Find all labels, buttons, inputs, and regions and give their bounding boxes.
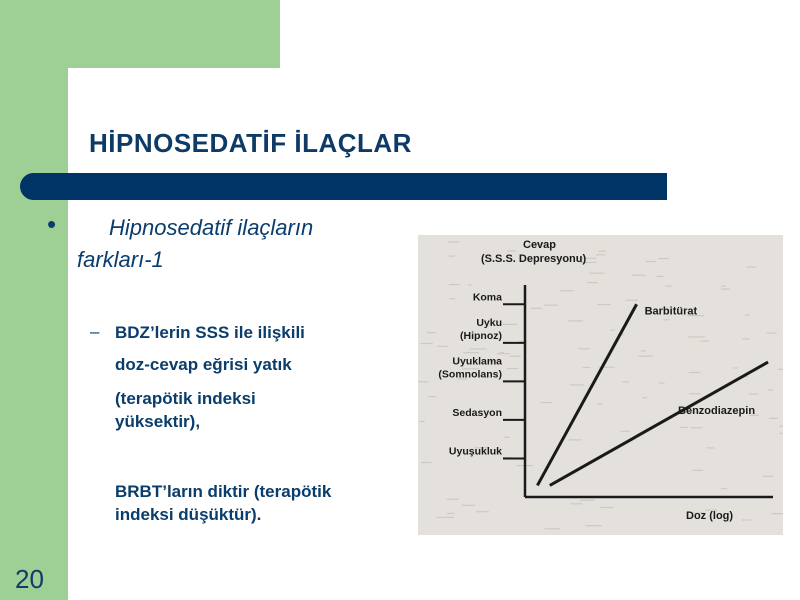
- texture-mark: [597, 403, 603, 404]
- subpoint-line-3: (terapötik indeksi: [115, 389, 256, 408]
- y-level-label-uyuklama-1: Uyuklama: [452, 355, 502, 368]
- subpoint-line-6: indeksi düşüktür).: [115, 505, 262, 524]
- slide-title: HİPNOSEDATİF İLAÇLAR: [89, 128, 412, 158]
- texture-mark: [598, 304, 611, 305]
- dash-icon: –: [90, 322, 100, 341]
- texture-mark: [418, 381, 428, 382]
- texture-mark: [771, 513, 783, 514]
- texture-mark: [507, 368, 518, 369]
- texture-mark: [779, 426, 783, 427]
- texture-mark: [721, 286, 726, 287]
- texture-mark: [570, 503, 582, 504]
- texture-mark: [768, 389, 772, 390]
- texture-mark: [449, 298, 455, 299]
- texture-mark: [763, 476, 773, 477]
- texture-mark: [531, 308, 542, 309]
- texture-mark: [578, 348, 590, 349]
- texture-mark: [448, 256, 455, 257]
- texture-mark: [646, 261, 656, 262]
- texture-mark: [570, 384, 584, 385]
- texture-mark: [749, 393, 759, 394]
- texture-mark: [691, 427, 703, 428]
- x-axis-label: Doz (log): [686, 510, 734, 522]
- texture-mark: [545, 528, 560, 529]
- y-level-label-sedasyon: Sedasyon: [452, 406, 502, 419]
- texture-mark: [642, 397, 647, 398]
- texture-mark: [507, 250, 516, 251]
- series-label-benzodiazepin: Benzodiazepin: [678, 405, 756, 418]
- texture-mark: [463, 352, 479, 353]
- texture-mark: [611, 329, 615, 330]
- texture-mark: [568, 439, 581, 440]
- texture-mark: [745, 314, 749, 315]
- y-level-label-uyuklama-2: (Somnolans): [438, 368, 502, 381]
- texture-mark: [502, 324, 517, 325]
- subpoint-line-2: doz-cevap eğrisi yatık: [115, 355, 292, 374]
- left-green-band: [0, 0, 68, 600]
- texture-mark: [742, 519, 751, 520]
- texture-mark: [598, 251, 606, 252]
- top-green-band: [0, 0, 280, 68]
- y-title-line-2: (S.S.S. Depresyonu): [481, 253, 587, 265]
- texture-mark: [656, 276, 663, 277]
- bullet-icon: •: [47, 209, 57, 239]
- texture-mark: [638, 356, 653, 357]
- texture-mark: [421, 343, 433, 344]
- texture-mark: [468, 284, 472, 285]
- texture-mark: [427, 332, 436, 333]
- subpoint-line-5: BRBT’ların diktir (terapötik: [115, 482, 332, 501]
- texture-mark: [587, 282, 598, 283]
- texture-mark: [733, 367, 738, 368]
- texture-mark: [692, 470, 703, 471]
- texture-mark: [499, 352, 503, 353]
- texture-mark: [778, 369, 783, 370]
- texture-mark: [544, 305, 558, 306]
- texture-mark: [680, 427, 688, 428]
- subpoint-line-1: BDZ’lerin SSS ile ilişkili: [115, 323, 305, 342]
- y-level-label-uyku-1: Uyku: [476, 316, 502, 329]
- series-label-barbitürat: Barbitürat: [644, 305, 698, 318]
- y-level-label-koma: Koma: [472, 291, 502, 304]
- bullet-line-2: farkları-1: [77, 247, 164, 272]
- texture-mark: [689, 372, 701, 373]
- bullet-text: [77, 212, 377, 276]
- texture-mark: [658, 258, 669, 259]
- texture-mark: [421, 462, 431, 463]
- texture-mark: [596, 254, 605, 255]
- texture-mark: [448, 241, 460, 242]
- texture-mark: [580, 500, 594, 501]
- texture-mark: [721, 289, 730, 290]
- texture-mark: [585, 525, 601, 526]
- texture-mark: [641, 350, 646, 351]
- texture-mark: [767, 332, 777, 333]
- texture-mark: [623, 381, 629, 382]
- texture-mark: [436, 517, 454, 518]
- texture-mark: [470, 348, 487, 349]
- texture-mark: [462, 505, 475, 506]
- texture-mark: [509, 356, 520, 357]
- y-level-label-uyku-2: (Hipnoz): [460, 329, 502, 342]
- texture-mark: [447, 513, 454, 514]
- texture-mark: [447, 499, 459, 500]
- texture-mark: [449, 284, 460, 285]
- texture-mark: [589, 273, 604, 274]
- texture-mark: [659, 382, 664, 383]
- texture-mark: [706, 447, 714, 448]
- texture-mark: [560, 290, 573, 291]
- texture-mark: [700, 341, 709, 342]
- texture-mark: [721, 488, 727, 489]
- texture-mark: [600, 507, 613, 508]
- texture-mark: [665, 286, 672, 287]
- subpoint-line-4: yüksektir),: [115, 412, 201, 431]
- texture-mark: [437, 346, 448, 347]
- texture-mark: [476, 511, 489, 512]
- texture-mark: [621, 431, 630, 432]
- texture-mark: [497, 353, 511, 354]
- texture-mark: [663, 319, 669, 320]
- texture-mark: [689, 393, 700, 394]
- texture-mark: [780, 433, 783, 434]
- texture-mark: [747, 266, 757, 267]
- bullet-line-1: Hipnosedatif ilaçların: [109, 215, 314, 240]
- texture-mark: [429, 396, 437, 397]
- slide-number: 20: [15, 564, 44, 594]
- texture-mark: [688, 336, 705, 337]
- texture-mark: [626, 300, 638, 301]
- texture-mark: [583, 367, 591, 368]
- texture-mark: [419, 421, 424, 422]
- y-level-label-uyusukluk: Uyuşukluk: [448, 445, 502, 458]
- y-title-line-1: Cevap: [523, 239, 557, 251]
- texture-mark: [504, 437, 510, 438]
- texture-mark: [632, 275, 646, 276]
- title-underline-bar: [20, 173, 667, 200]
- texture-mark: [568, 320, 583, 321]
- texture-mark: [769, 418, 778, 419]
- texture-mark: [540, 402, 552, 403]
- texture-mark: [742, 338, 749, 339]
- dose-response-figure: [418, 235, 783, 535]
